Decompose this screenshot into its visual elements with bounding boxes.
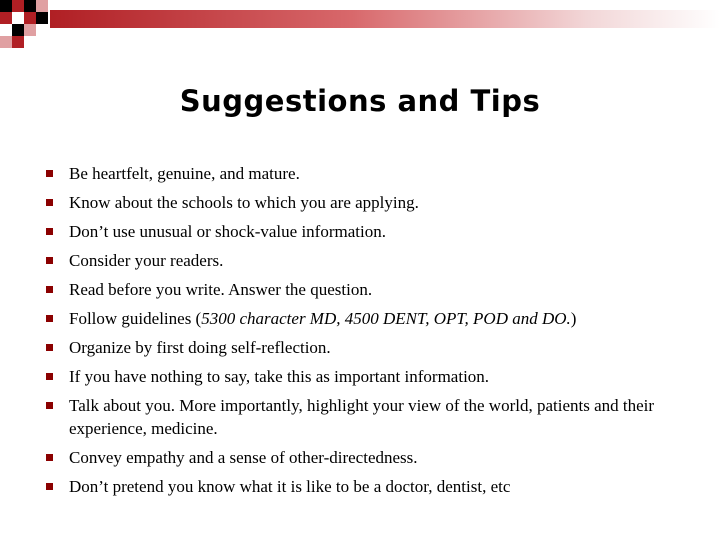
bullet-text: Don’t use unusual or shock-value information. [69,222,386,241]
bullet-text: Be heartfelt, genuine, and mature. [69,164,300,183]
square-bullet-icon [46,402,53,409]
square-bullet-icon [46,373,53,380]
checker-pattern [0,0,48,48]
list-item [46,336,696,359]
list-item [46,249,696,272]
slide-title: Suggestions and Tips [179,84,541,118]
square-bullet-icon [46,170,53,177]
bullet-text: Organize by first doing self-reflection. [69,338,331,357]
square-bullet-icon [46,344,53,351]
bullet-text-post: ) [570,309,577,328]
square-bullet-icon [46,286,53,293]
list-item [46,220,696,243]
square-bullet-icon [46,257,53,264]
square-bullet-icon [46,315,53,322]
header-decoration [0,0,720,50]
list-item [46,365,696,388]
bullet-text: If you have nothing to say, take this as important information. [69,367,490,386]
bullet-text: Talk about you. More importantly, highlight your view of the world, patients and their experience, medicine. [69,396,655,438]
list-item [46,191,696,214]
list-item [46,446,696,469]
list-item [46,278,696,301]
bullet-text [69,307,696,330]
header-gradient-band [50,10,720,28]
bullet-list [46,162,696,504]
list-item [46,307,696,330]
bullet-text-pre: Follow guidelines ( [69,309,202,328]
list-item [46,162,696,185]
square-bullet-icon [46,454,53,461]
bullet-text-italic: 5300 character MD, 4500 DENT, OPT, POD and DO. [201,309,571,328]
list-item [46,394,696,440]
bullet-text: Don’t pretend you know what it is like to be a doctor, dentist, etc [69,477,511,496]
bullet-text: Read before you write. Answer the question. [69,280,373,299]
square-bullet-icon [46,199,53,206]
square-bullet-icon [46,228,53,235]
square-bullet-icon [46,483,53,490]
list-item [46,475,696,498]
bullet-text: Know about the schools to which you are applying. [69,193,419,212]
bullet-text: Convey empathy and a sense of other-directedness. [69,448,418,467]
bullet-text: Consider your readers. [69,251,224,270]
